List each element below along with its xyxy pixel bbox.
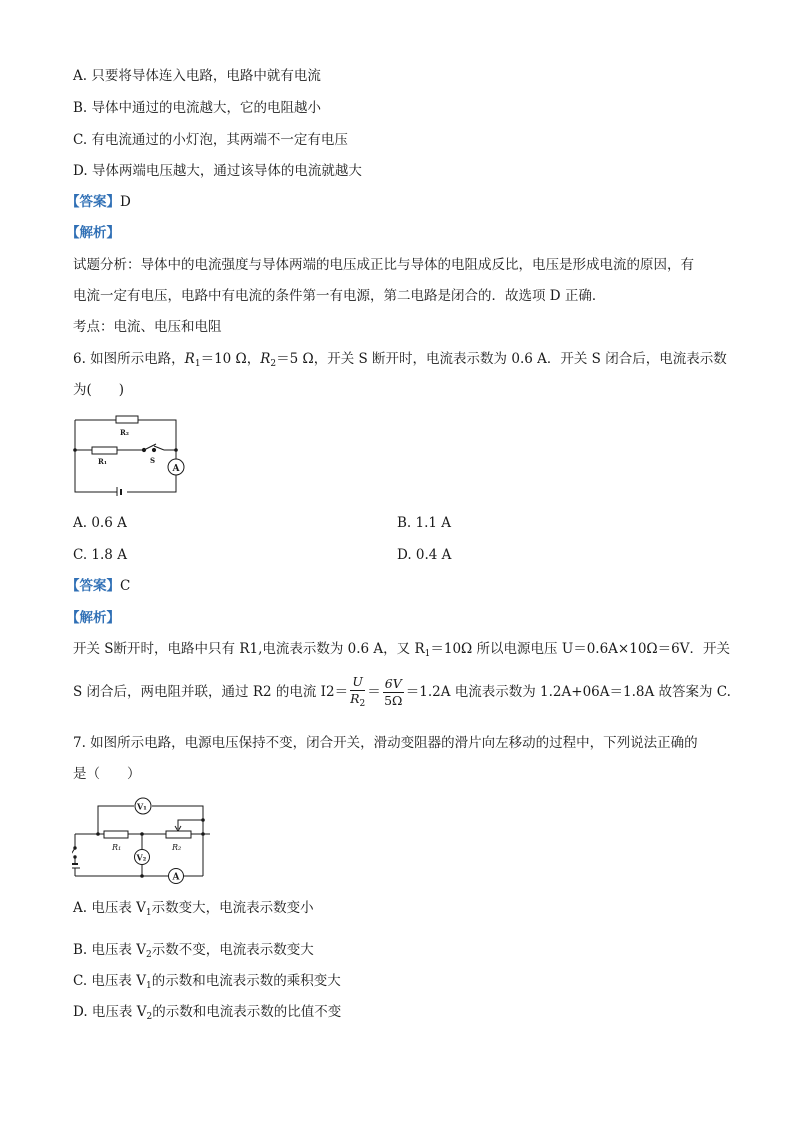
equals-sign: ＝: [367, 684, 381, 700]
q5-analysis-line2: 电流一定有电压，电路中有电流的条件第一有电源，第二电路是闭合的．故选项 D 正确．: [73, 288, 606, 304]
q6-answer: [66, 577, 130, 595]
q7-option-c-sub: 1: [145, 981, 152, 991]
q7-option-c-text: C. 电压表 V: [73, 973, 146, 989]
fraction-6v-over-5ohm: [383, 676, 404, 709]
r1-symbol: R: [184, 351, 195, 367]
q6-analysis-line1-a: 开关 S断开时，电路中只有 R1,电流表示数为 0.6 A，又 R: [73, 641, 425, 657]
q6-circuit-diagram: [72, 410, 190, 496]
r2-value: ＝5 Ω，开关 S 断开时，电流表示数为 0.6 A．开关 S 闭合后，电流表示数: [276, 351, 727, 367]
q7-option-b-rest: 示数不变，电流表示数变大: [151, 942, 314, 958]
frac1-den-sub: 2: [359, 698, 366, 709]
ammeter-figure-label: A: [172, 872, 180, 883]
q5-kaodian: 考点：电流、电压和电阻: [73, 319, 222, 335]
junction-right: [174, 448, 178, 452]
junction: [96, 832, 100, 836]
q7-option-b: [73, 941, 314, 964]
q6-analysis-r1-sub: 1: [424, 649, 431, 659]
q5-analysis-heading: [66, 224, 120, 242]
q5-option-b: B. 导体中通过的电流越大，它的电阻越小: [73, 100, 322, 116]
junction: [201, 832, 205, 836]
q6-analysis-line2-a: S 闭合后，两电阻并联，通过 R2 的电流 I2＝: [73, 684, 349, 700]
r1-value: ＝10 Ω，: [200, 351, 261, 367]
q7-option-d-sub: 2: [146, 1012, 153, 1022]
q7-stem-line1: 7. 如图所示电路，电源电压保持不变，闭合开关，滑动变阻器的滑片向左移动的过程中，下列说法正确的: [73, 735, 698, 751]
junction: [140, 874, 144, 878]
r2-symbol: R: [260, 351, 271, 367]
answer-label: 【答案】: [66, 578, 120, 594]
answer-label: 【答案】: [66, 194, 120, 210]
r2-figure-label: R₂: [172, 843, 182, 852]
q7-option-a: [73, 899, 314, 922]
q7-option-a-rest: 示数变大，电流表示数变小: [151, 900, 314, 916]
q6-option-d: D. 0.4 A: [397, 547, 452, 563]
q7-option-d: [73, 1003, 341, 1026]
v2-figure-label: V₂: [136, 852, 147, 863]
frac2-numerator: 6V: [384, 676, 402, 691]
q6-stem-line2: 为( ): [73, 382, 125, 398]
ammeter-figure-label: A: [172, 464, 180, 474]
q7-option-b-text: B. 电压表 V: [73, 942, 147, 958]
q7-option-b-sub: 2: [146, 950, 152, 960]
q6-stem-prefix: 6. 如图所示电路，: [73, 351, 185, 367]
resistor-r1: [92, 447, 117, 454]
frac2-denominator: 5Ω: [384, 693, 403, 708]
q5-option-d: D. 导体两端电压越大，通过该导体的电流就越大: [73, 163, 362, 179]
switch-figure-label: S: [150, 456, 156, 465]
analysis-label: 【解析】: [66, 225, 120, 241]
junction: [140, 832, 144, 836]
q6-analysis-line2: [73, 672, 731, 712]
r1-figure-label: R₁: [112, 843, 122, 852]
q5-option-c: C. 有电流通过的小灯泡，其两端不一定有电压: [73, 132, 348, 148]
q7-option-a-text: A. 电压表 V: [73, 900, 146, 916]
q7-option-c: [73, 972, 341, 995]
q5-option-a: A. 只要将导体连入电路，电路中就有电流: [73, 68, 321, 84]
q7-stem-line2: 是（ ）: [73, 766, 141, 782]
q7-option-a-sub: 1: [145, 908, 152, 918]
q5-answer: [66, 193, 131, 211]
junction-left: [73, 448, 77, 452]
q7-option-d-text: D. 电压表 V: [73, 1004, 147, 1020]
analysis-label: 【解析】: [66, 610, 120, 626]
q6-option-b: B. 1.1 A: [397, 515, 452, 531]
fraction-u-over-r2: [350, 674, 365, 712]
q6-option-a: A. 0.6 A: [73, 515, 127, 531]
frac1-numerator: U: [350, 674, 365, 691]
q7-option-d-rest: 的示数和电流表示数的比值不变: [152, 1004, 342, 1020]
q7-circuit-diagram: [72, 796, 210, 888]
frac1-den-symbol: R: [350, 690, 360, 706]
r1-subscript: 1: [194, 359, 201, 369]
resistor-r1: [104, 831, 128, 838]
answer-value: D: [120, 194, 131, 210]
junction: [201, 818, 205, 822]
rheostat-r2: [166, 831, 191, 838]
r1-figure-label: R₁: [98, 457, 107, 466]
r2-figure-label: R₂: [120, 428, 129, 437]
q6-analysis-line1-b: ＝10Ω 所以电源电压 U＝0.6A×10Ω＝6V．开关: [430, 641, 730, 657]
q5-analysis-line1: 试题分析：导体中的电流强度与导体两端的电压成正比与导体的电阻成反比，电压是形成电流的原因，有: [73, 257, 694, 273]
q6-analysis-line2-b: ＝1.2A 电流表示数为 1.2A+06A＝1.8A 故答案为 C.: [405, 684, 731, 700]
resistor-r2: [116, 416, 138, 423]
q6-analysis-heading: [66, 609, 120, 627]
v1-figure-label: V₁: [137, 801, 147, 812]
q7-option-c-rest: 的示数和电流表示数的乘积变大: [151, 973, 341, 989]
q6-stem-line1: [73, 350, 727, 373]
answer-value: C: [120, 578, 131, 594]
r2-subscript: 2: [270, 359, 277, 369]
frac1-denominator: [350, 691, 365, 712]
q6-analysis-line1: [73, 640, 730, 663]
q6-option-c: C. 1.8 A: [73, 547, 127, 563]
